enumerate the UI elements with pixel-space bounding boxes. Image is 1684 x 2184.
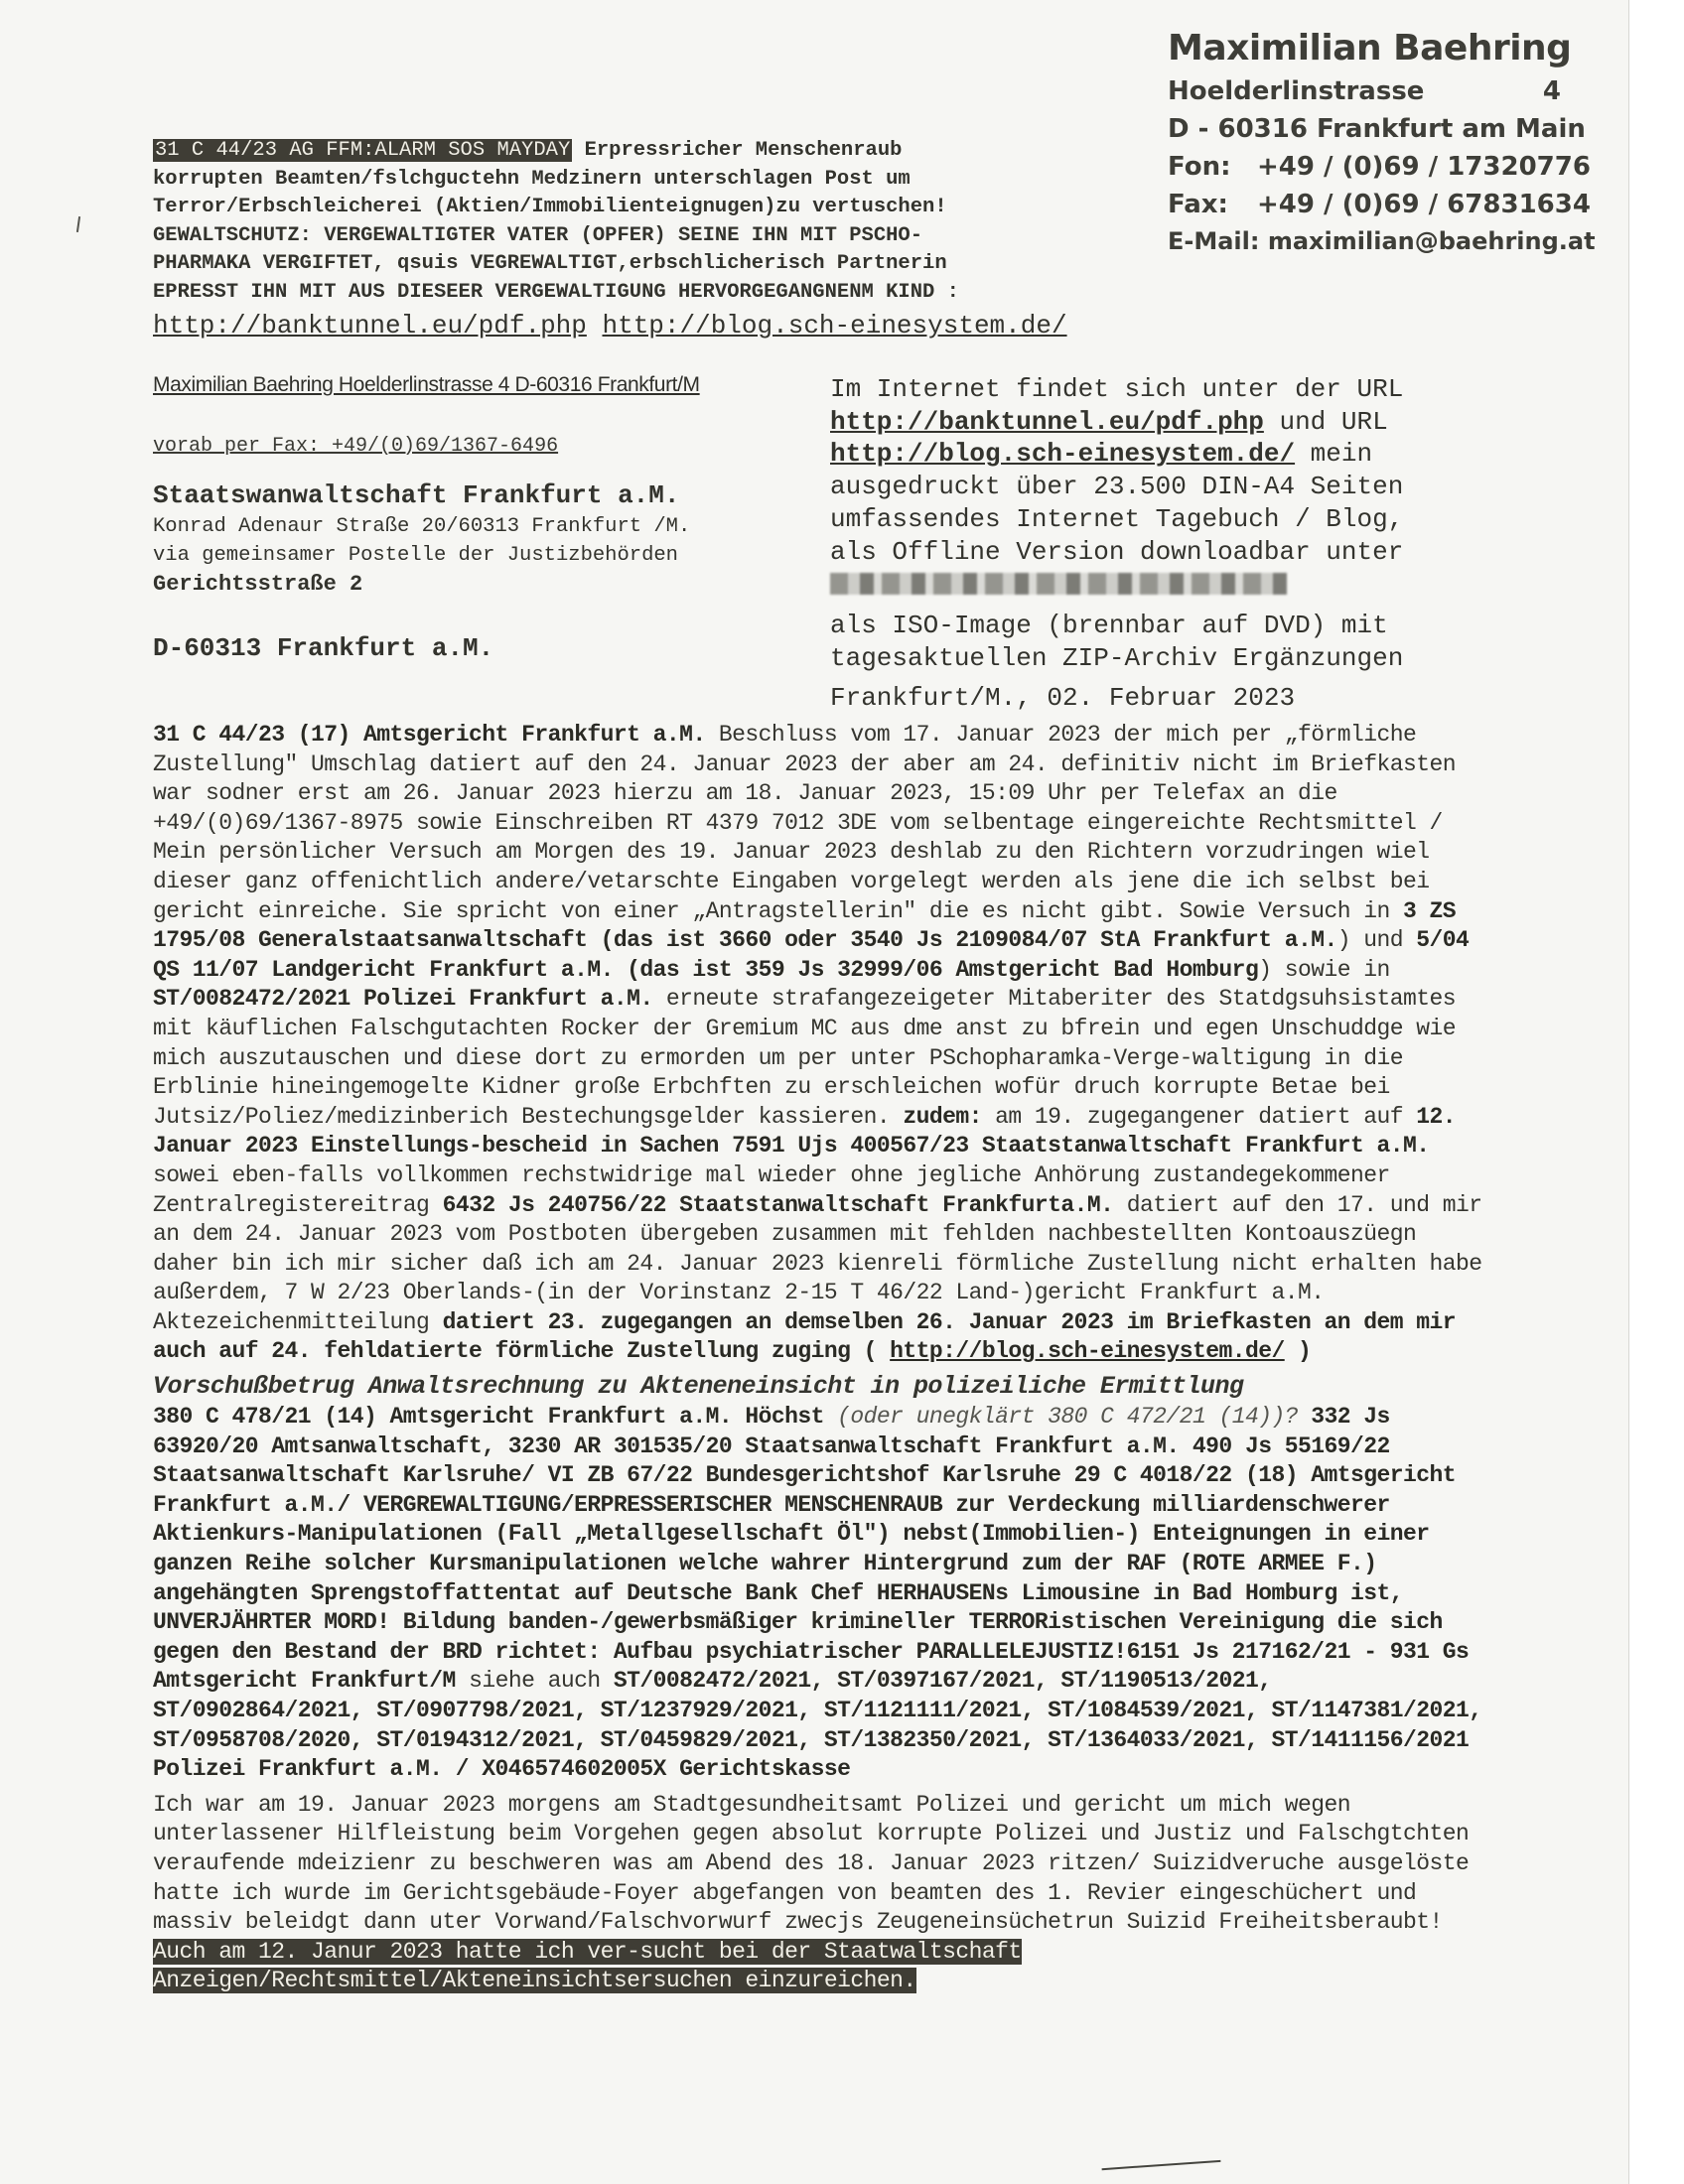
banner-line-3: Terror/Erbschleicherei (Aktien/Immobilienteignugen)zu vertuschen! [153,196,947,218]
body-text: siehe auch [455,1668,614,1695]
redacted-url [830,573,1287,595]
internet-info-block [830,373,1485,674]
letterhead-phone-row [1168,152,1596,182]
sender-return-address: Maximilian Baehring Hoelderlinstrasse 4 D-60316 Frankfurt/M [153,373,700,396]
body-text: ) sowie in [1258,956,1390,983]
emphasis: datiert 23. zugegangen an demselben 26. Januar 2023 im Briefkasten an dem mir auch auf 24. fehldatierte förmliche Zustellung zuging ( [153,1308,1456,1365]
letterhead-fax-row [1168,190,1596,219]
banner-line-4: GEWALTSCHUTZ: VERGEWALTIGTER VATER (OPFER) SEINE IHN MIT PSCHO- [153,223,923,247]
info-line-5: umfassendes Internet Tagebuch / Blog, [830,503,1404,534]
section-heading: Vorschußbetrug Anwaltsrechnung zu Akteneneinsicht in polizeiliche Ermittlung [153,1372,1244,1402]
info-line-4: ausgedruckt über 23.500 DIN-A4 Seiten [830,472,1404,502]
body-paragraph-3 [153,1791,1493,1996]
banner-links [153,309,1136,342]
blog-link[interactable]: http://blog.sch-einesystem.de/ [890,1338,1285,1365]
letter-body [153,721,1493,1996]
letter-date: Frankfurt/M., 02. Februar 2023 [830,683,1296,713]
letterhead-street-row [1168,76,1561,106]
body-text: Ich war am 19. Januar 2023 morgens am Stadtgesundheitsamt Polizei und gericht um mich wegen unterlassener Hilfleistung beim Vorgehen gegen absolut korrupte Polizei und Justiz und Falschgtchten veraufende mdeizienr zu beschweren was am Abend des 18. Januar 2023 ritzen/ Suizidveruche ausgelöste hatte ich wurde im Gerichtsgebäude-Foyer abgefangen von beamten des 1. Revier eingeschüchert und massiv beleidgt dann uter Vorwand/Falschvorwurf zwecjs Zeugeneinsüchetrun Suizid Freiheitsberaubt! [153,1791,1470,1936]
body-text: am 19. zugegangener datiert auf [981,1103,1417,1130]
recipient-street: Konrad Adenaur Straße 20/60313 Frankfurt /M. [153,515,691,538]
blog-link[interactable]: http://blog.sch-einesystem.de/ [830,439,1296,470]
case-reference: 6432 Js 240756/22 Staatstanwaltschaft Frankfurta.M. [442,1191,1114,1218]
body-text: ) und [1336,927,1417,954]
case-reference: ST/0082472/2021 Polizei Frankfurt a.M. [153,986,653,1013]
case-highlight: 31 C 44/23 AG FFM:ALARM SOS MAYDAY [155,139,571,162]
case-reference: 380 C 478/21 (14) Amtsgericht Frankfurt a.M. Höchst [153,1404,824,1431]
case-references: 332 Js 63920/20 Amtsanwaltschaft, 3230 AR 301535/20 Staatsanwaltschaft Frankfurt a.M. 490 Js 55169/22 Staatsanwaltschaft Karlsruhe/ VI ZB 67/22 Bundesgerichtshof Karlsruhe 29 C 4018/22 (18) Amtsgericht Frankfurt a.M./ VERGREWALTIGUNG/ERPRESSERISCHER MENSCHENRAUB zur Verdeckung milliardenschwerer Aktienkurs-Manipulationen (Fall „Metallgesellschaft Öl") nebst(Immobilien-) Enteignungen in einer ganzen Reihe solcher Kursmanipulationen welche wahrer Hintergrund zum der RAF (ROTE ARMEE F.) angehängten Sprengstoffattentat auf Deutsche Bank Chef HERHAUSENs Limousine in Bad Homburg ist, UNVERJÄHRTER MORD! Bildung banden-/gewerbsmäßiger krimineller TERRORistischen Vereinigung die sich gegen den Bestand der BRD richtet: Aufbau psychiatrischer PARALLELEJUSTIZ!6151 Js 217162/21 - 931 Gs Amtsgericht Frankfurt/M [153,1404,1470,1695]
highlighted-text: Auch am 12. Janur 2023 hatte ich ver-sucht bei der Staatwaltschaft Anzeigen/Rechtsmittel/Akteneinsichtsersuchen einzureichen. [153,1938,1022,1994]
margin-pen-mark [76,216,80,232]
fax-number: +49 / (0)69 / 67831634 [1257,190,1591,219]
letterhead-name: Maximilian Baehring [1168,28,1572,68]
info-line-3 [830,438,1485,471]
recipient-via: via gemeinsamer Postelle der Justizbehörden [153,544,678,567]
info-line-6: als Offline Version downloadbar unter [830,536,1404,567]
info-text: mein [1295,439,1373,470]
info-line-1: Im Internet findet sich unter der URL [830,374,1404,404]
banner-line-1 [153,137,1136,166]
info-line-9: tagesaktuellen ZIP-Archiv Ergänzungen [830,642,1404,673]
letterhead-email: E-Mail: maximilian@baehring.at [1168,227,1596,255]
case-reference: 5/04 QS 11/07 Landgericht Frankfurt a.M. (das ist 359 Js 32999/06 Amstgericht Bad Homburg [153,927,1470,983]
fax-notice: vorab per Fax: +49/(0)69/1367-6496 [153,435,559,458]
banner-line-5: PHARMAKA VERGIFTET, qsuis VEGREWALTIGT,erbschlicherisch Partnerin [153,252,947,275]
police-references: ST/0082472/2021, ST/0397167/2021, ST/1190513/2021, ST/0902864/2021, ST/0907798/2021, ST/1237929/2021, ST/1121111/2021, ST/1084539/2021, ST/1147381/2021, ST/0958708/2020, ST/0194312/2021, ST/0459829/2021, ST/1382350/2021, ST/1364033/2021, ST/1411156/2021 Polizei Frankfurt a.M. / X046574602005X Gerichtskasse [153,1668,1482,1783]
info-line-8: als ISO-Image (brennbar auf DVD) mit [830,610,1388,640]
banner-line-2: korrupten Beamten/fslchguctehn Medzinern unterschlagen Post um [153,167,911,191]
phone-label: Fon: [1168,152,1231,182]
body-text: erneute strafangezeigeter Mitaberiter des Statdgsuhsistamtes mit käuflichen Falschgutachten Rocker der Gremium MC aus dme anst zu bfrein und egen Unschuddge wie mich auszutauschen und diese dort zu ermorden um per unter PSchopharamka-Verge-waltigung in die Erblinie hineingemogelte Kidner große Erbchften zu erschleichen wofür druch korrupte Betae bei Jutsiz/Poliez/medizinberich Bestechungsgelder kassieren. [153,986,1456,1130]
banner-text: Erpressricher Menschenraub [572,139,903,162]
banktunnel-link[interactable]: http://banktunnel.eu/pdf.php [830,406,1264,437]
signature-stroke [1102,2160,1222,2184]
body-text: Beschluss vom 17. Januar 2023 der mich per „förmliche Zustellung" Umschlag datiert auf den 24. Januar 2023 der aber am 24. definitiv nicht im Briefkasten war sodner erst am 26. Januar 2023 hierzu am 18. Januar 2023, 15:09 Uhr per Telefax an die +49/(0)69/1367-8975 sowie Einschreiben RT 4379 7012 3DE vom selbentage eingereichte Rechtsmittel / Mein persönlicher Versuch am Morgen des 19. Januar 2023 deshlab zu den Richtern vorzudringen wiel dieser ganz offenichtlich andere/vetarschte Eingaben vorgelegt werden als jene die ich selbst bei gericht einreiche. Sie spricht von einer „Antragstellerin" die es nicht gibt. Sowie Versuch in [153,722,1456,924]
body-paragraph-2 [153,1403,1493,1785]
case-reference: 12. Januar 2023 Einstellungs-bescheid in Sachen 7591 Ujs 400567/23 Staatstanwaltschaft Frankfurt a.M. [153,1103,1456,1160]
phone-number: +49 / (0)69 / 17320776 [1257,152,1591,182]
alarm-banner [153,137,1136,342]
case-reference: 31 C 44/23 (17) Amtsgericht Frankfurt a.M. [153,722,706,748]
recipient-name: Staatswanwaltschaft Frankfurt a.M. [153,480,680,510]
body-paragraph-1 [153,721,1493,1367]
letterhead-street: Hoelderlinstrasse [1168,76,1425,106]
body-text: sowei eben-falls vollkommen rechstwidrige mal wieder ohne jegliche Anhörung zustandegekommener Zentralregistereitrag [153,1161,1390,1218]
recipient-court-street: Gerichtsstraße 2 [153,572,363,597]
recipient-address [153,478,690,663]
banktunnel-link[interactable]: http://banktunnel.eu/pdf.php [153,311,587,341]
case-reference: 3 ZS 1795/08 Generalstaatsanwaltschaft (das ist 3660 oder 3540 Js 2109084/07 StA Frankfurt a.M. [153,897,1456,954]
page-edge [1628,0,1684,2184]
info-line-7 [830,568,1485,610]
recipient-city: D-60313 Frankfurt a.M. [153,633,494,663]
fax-label: Fax: [1168,190,1228,219]
blog-link[interactable]: http://blog.sch-einesystem.de/ [602,311,1067,341]
aside-text: (oder unegklärt 380 C 472/21 (14))? [823,1404,1298,1431]
banner-line-6: EPRESST IHN MIT AUS DIESEER VERGEWALTIGUNG HERVORGEGANGNENM KIND : [153,280,959,304]
emphasis: ) [1284,1338,1312,1365]
info-text: und URL [1263,406,1388,437]
body-text: datiert auf den 17. und mir an dem 24. Januar 2023 vom Postboten übergeben zusammen mit fehlden nachbestellten Kontoauszüegn daher bin ich mir sicher daß ich am 24. Januar 2023 kienreli förmliche Zustellung nicht erhalten habe außerdem, 7 W 2/23 Oberlands-(in der Vorinstanz 2-15 T 46/22 Land-)gericht Frankfurt a.M. Aktezeichenmitteilung [153,1191,1482,1335]
letterhead-house-number: 4 [1542,76,1561,106]
info-line-2 [830,406,1485,439]
letterhead [1168,28,1596,255]
emphasis: zudem: [903,1103,982,1130]
letterhead-city: D - 60316 Frankfurt am Main [1168,114,1586,144]
